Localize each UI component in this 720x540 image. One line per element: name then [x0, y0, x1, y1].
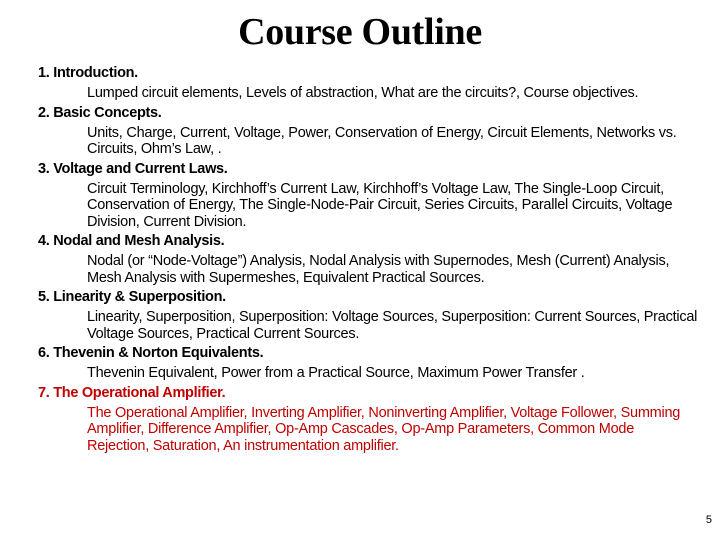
section-heading: 1. Introduction. [38, 65, 138, 81]
outline-section-voltage-current-laws [38, 160, 698, 231]
course-outline-list [38, 64, 698, 456]
outline-section-operational-amplifier [38, 384, 698, 455]
outline-section-nodal-mesh-analysis [38, 232, 698, 286]
section-topics: Nodal (or “Node-Voltage”) Analysis, Nodal Analysis with Supernodes, Mesh (Current) Analysis, Mesh Analysis with Supermeshes, Equivalent Practical Sources. [87, 253, 670, 286]
outline-section-introduction [38, 64, 698, 102]
section-heading: 5. Linearity & Superposition. [38, 289, 226, 305]
section-topics: Units, Charge, Current, Voltage, Power, Conservation of Energy, Circuit Elements, Networks vs. Circuits, Ohm’s Law, . [87, 124, 677, 157]
section-heading: 4. Nodal and Mesh Analysis. [38, 233, 225, 249]
outline-section-basic-concepts [38, 104, 698, 158]
section-heading: 2. Basic Concepts. [38, 104, 162, 121]
section-heading: 6. Thevenin & Norton Equivalents. [38, 345, 264, 361]
section-heading-highlighted: 7. The Operational Amplifier. [38, 384, 226, 401]
slide-title: Course Outline [238, 11, 482, 53]
section-topics: Linearity, Superposition, Superposition: Voltage Sources, Superposition: Current Sources, Practical Voltage Sources, Practical Current Sources. [87, 309, 698, 342]
section-topics: Lumped circuit elements, Levels of abstraction, What are the circuits?, Course objectives. [87, 85, 639, 101]
section-topics: Thevenin Equivalent, Power from a Practical Source, Maximum Power Transfer . [87, 365, 585, 381]
section-heading: 3. Voltage and Current Laws. [38, 160, 228, 177]
section-topics: Circuit Terminology, Kirchhoff’s Current Law, Kirchhoff’s Voltage Law, The Single-Loop Circuit, Conservation of Energy, The Single-Node-Pair Circuit, Series Circuits, Parallel Circuits, Voltage Division, Current Division. [87, 180, 673, 230]
outline-section-thevenin-norton [38, 344, 698, 382]
section-topics-highlighted: The Operational Amplifier, Inverting Amplifier, Noninverting Amplifier, Voltage Follower, Summing Amplifier, Difference Amplifier, Op-Amp Cascades, Op-Amp Parameters, Common Mode Rejection, Saturation, An instrumentation amplifier. [87, 404, 681, 454]
page-number: 5 [705, 514, 712, 526]
outline-section-linearity-superposition [38, 288, 698, 342]
